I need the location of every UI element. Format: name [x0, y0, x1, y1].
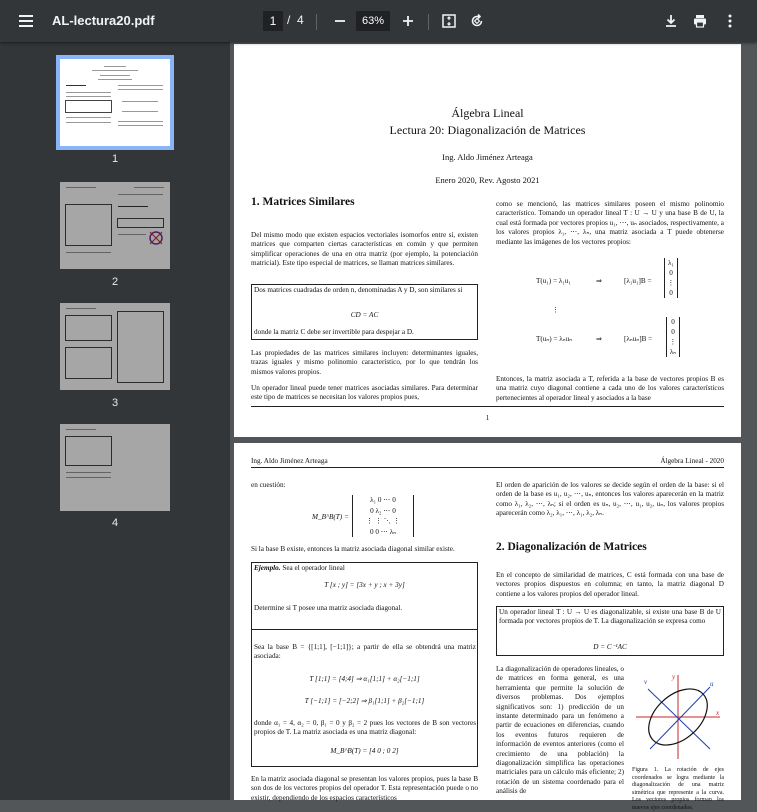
menu-button[interactable] — [10, 5, 42, 37]
thumbnail-label: 1 — [111, 153, 119, 165]
thumb-line — [118, 125, 163, 126]
definition-text: Un operador lineal T : U → U es diagonalizable, si existe una base B de U formada por vectores propios de T. La diagonalización se expresa como — [499, 608, 721, 626]
figure-label-y: y — [672, 673, 676, 681]
thumb-line — [66, 308, 96, 309]
page-number: 1 — [485, 414, 490, 422]
document-title: AL-lectura20.pdf — [52, 13, 155, 28]
matrix-row: 0 0 ⋯ λₙ — [369, 527, 397, 536]
download-button[interactable] — [655, 5, 687, 37]
thumb-box — [65, 204, 112, 246]
zoom-out-icon — [333, 14, 347, 28]
header-rule — [251, 467, 724, 468]
page-separator: / — [287, 13, 291, 27]
paragraph: En la matriz asociada diagonal se presentan los valores propios, pues la base B son dos de los vectores propios del operador T. Esta representación puede o no existir, dependiendo de los espacios característicos — [251, 775, 478, 802]
vector-entry: 0 — [669, 289, 673, 297]
figure-caption: Figura 1. La rotación de ejes coordenados se logra mediante la diagonalización de una matriz simétrica que represente a la curva. Los vectores propios forman los nuevos ejes coordenados. — [632, 767, 724, 811]
thumb-line — [66, 122, 111, 123]
example-task: Determine si T posee una matriz asociada diagonal. — [254, 604, 403, 612]
running-header-left: Ing. Aldo Jiménez Arteaga — [251, 457, 328, 465]
toolbar-divider — [316, 14, 317, 30]
figure-label-v: v — [644, 678, 648, 686]
thumb-line — [122, 101, 158, 102]
definition-text: donde la matriz C debe ser invertible para despejar a D. — [254, 328, 414, 336]
thumb-line — [118, 85, 163, 86]
thumb-line — [66, 117, 111, 118]
equation-arrow: ⇒ — [596, 277, 603, 285]
example-divider — [251, 629, 478, 630]
equation-right: [λₙuₙ]B = — [624, 335, 653, 343]
page-thumbnail-2[interactable] — [60, 182, 170, 269]
vector-entry: 0 — [671, 318, 675, 326]
footer-rule — [251, 406, 724, 407]
fit-page-icon — [441, 13, 457, 29]
pdf-toolbar — [0, 0, 757, 42]
example-heading — [254, 564, 476, 573]
thumb-figure-icon — [148, 230, 164, 246]
rotate-button[interactable] — [461, 5, 493, 37]
thumb-line — [66, 429, 96, 430]
page-thumbnail-1[interactable] — [60, 59, 170, 146]
thumbnail-label: 4 — [111, 517, 119, 529]
figure-label-x: x — [716, 709, 720, 717]
example-operator: T [x ; y] = [3x + y ; x + 3y] — [324, 581, 405, 589]
thumb-box — [65, 315, 112, 341]
paragraph: Las propiedades de las matrices similares incluyen: determinantes iguales, trazas iguales y mismo polinomio característico, por lo que tendrán los mismos valores propios. — [251, 349, 478, 376]
example-result: M_B^B(T) = [4 0 ; 0 2] — [330, 747, 399, 755]
equation-vdots: ⋮ — [552, 306, 560, 314]
vector-entry: 0 — [669, 269, 673, 277]
equation-arrow: ⇒ — [596, 335, 603, 343]
matrix-row: ⋮ ⋮ ⋱ ⋮ — [365, 517, 401, 525]
vector-entry: 0 — [671, 328, 675, 336]
matrix-row: λ₁ 0 ⋯ 0 — [370, 496, 396, 504]
running-header-right: Álgebra Lineal - 2020 — [660, 457, 724, 465]
paragraph: El orden de aparición de los valores se decide según el orden de la base: si el orden de la base es u₁, u₂, ⋯, uₙ, entonces los valores aparecerán en la matriz como λ₁, λ₂, ⋯, λₙ; si el orden es uₙ, u₂, ⋯, u₁, u₂, uₙ, los valores propios aparecerán como λ₂, λ₁, ⋯, λ₁, λ₂, λₙ. — [496, 481, 724, 518]
menu-icon — [17, 12, 35, 30]
thumb-line — [66, 96, 111, 97]
zoom-in-icon — [401, 14, 415, 28]
page-thumbnail-3[interactable] — [60, 303, 170, 390]
equation-left: T(uₙ) = λₙuₙ — [536, 335, 573, 343]
vector-entry: λₙ — [669, 348, 677, 356]
thumb-line — [66, 477, 111, 478]
example-title: Ejemplo. — [254, 564, 281, 572]
equation-right: [λ₁u₁]B = — [624, 277, 652, 285]
matrix-row: 0 λ₂ ⋯ 0 — [370, 506, 396, 515]
section-heading: 1. Matrices Similares — [251, 196, 355, 208]
document-title-line-2: Lectura 20: Diagonalización de Matrices — [389, 123, 586, 137]
thumb-line — [122, 111, 158, 112]
thumb-line — [66, 92, 111, 93]
thumb-line — [118, 194, 163, 195]
zoom-out-button[interactable] — [324, 5, 356, 37]
thumbnail-sidebar — [0, 42, 230, 800]
paragraph: Del mismo modo que existen espacios vectoriales isomorfos entre sí, existen matrices que comparten ciertas características en común y que permiten simplificar operaciones de una en otra matriz (por ejemplo, la potenciación matricial). Este tipo especial de matrices, se llaman matrices similares. — [251, 231, 478, 268]
toolbar-divider — [428, 14, 429, 30]
example-equation: T [−1;1] = [−2;2] ⇒ β₁[1;1] + β₂[−1;1] — [304, 697, 425, 705]
thumb-line — [66, 85, 86, 86]
document-title-line-1: Álgebra Lineal — [451, 106, 524, 120]
definition-equation: CD = AC — [350, 311, 379, 319]
vector-entry: λ₁ — [668, 259, 674, 267]
section-heading: 2. Diagonalización de Matrices — [496, 541, 647, 553]
paragraph: La diagonalización de operadores lineales, o de matrices en forma general, es una herramienta que permite la solución de diversos problemas. Dos ejemplos significativos son: 1) predicción de un instante determinado para un fenómeno a partir de ecuaciones en diferencias, cuando los eventos futuros requieren de información de eventos anteriores (como el crecimiento de una población) la diagonalización simplifica las operaciones matriciales para un cálculo más eficiente; 2) rotación de un sistema coordenado para el análisis de — [496, 665, 624, 796]
thumb-box — [65, 436, 112, 466]
paragraph: Entonces, la matriz asociada a T, referida a la base de vectores propios B es una matriz cuyo diagonal contiene a cada uno de los valores característicos pertenecientes al operador lineal y asociados a la base — [496, 375, 724, 402]
document-author: Ing. Aldo Jiménez Arteaga — [442, 152, 533, 162]
vector-entry: ⋮ — [669, 338, 677, 346]
thumb-line — [66, 472, 111, 473]
example-intro: Sea el operador lineal — [280, 564, 345, 572]
paragraph: Un operador lineal puede tener matrices asociadas similares. Para determinar este tipo de matrices se necesitan los valores propios pues, — [251, 384, 478, 402]
thumbnail-label: 2 — [111, 276, 119, 288]
column-vector — [666, 317, 680, 357]
thumb-line — [104, 66, 126, 67]
thumb-line — [92, 70, 138, 71]
thumb-line — [118, 121, 163, 122]
rotate-icon — [469, 13, 485, 29]
thumb-line — [134, 187, 164, 188]
thumb-line — [100, 75, 130, 76]
document-date: Enero 2020, Rev. Agosto 2021 — [435, 175, 540, 185]
column-vector — [664, 258, 678, 298]
example-text: Sea la base B = {[1;1], [−1;1]}; a partir de ella se obtendrá una matriz asociada: — [254, 643, 476, 661]
pdf-page-2 — [234, 443, 741, 811]
thumb-line — [118, 206, 148, 207]
vector-entry: ⋮ — [667, 279, 675, 287]
thumb-box — [65, 347, 112, 379]
paragraph: como se mencionó, las matrices similares poseen el mismo polinomio característico. Tomando un operador lineal T : U → U y una base B de U, la cual está formada por vectores propios u₁, ⋯, uₙ asociados, respectivamente, a los valores propios λ₁, ⋯, λₙ, una matriz asociada a T puede obtenerse mediante las imágenes de los vectores propios: — [496, 200, 724, 246]
thumb-line — [98, 79, 132, 80]
paragraph: en cuestión: — [251, 481, 286, 489]
page-thumbnail-4[interactable] — [60, 424, 170, 511]
print-button[interactable] — [684, 5, 716, 37]
example-equation: T [1;1] = [4;4] ⇒ α₁[1;1] + α₂[−1;1] — [309, 675, 420, 683]
current-page-input[interactable]: 1 — [263, 11, 283, 31]
thumb-box — [65, 100, 112, 113]
equation-left: T(u₁) = λ₁u₁ — [536, 277, 572, 285]
more-actions-button[interactable] — [714, 5, 746, 37]
total-pages: 4 — [297, 13, 304, 27]
equation-label: M_B^B(T) = — [312, 513, 349, 521]
thumbnail-label: 3 — [111, 397, 119, 409]
figure-label-u: u — [710, 680, 714, 688]
example-text: donde α₁ = 4, α₂ = 0, β₁ = 0 y β₂ = 2 pues los vectores de B son vectores propios de T. La matriz asociada es una matriz diagonal: — [254, 719, 476, 737]
thumb-line — [66, 252, 111, 253]
rotation-figure — [630, 669, 726, 765]
diagonal-matrix — [352, 495, 414, 537]
definition-equation: D = C⁻¹AC — [593, 643, 627, 651]
paragraph: Si la base B existe, entonces la matriz asociada diagonal similar existe. — [251, 545, 455, 553]
definition-text: Dos matrices cuadradas de orden n, denominadas A y D, son similares si — [254, 286, 463, 294]
paragraph: En el concepto de similaridad de matrices, C está formada con una base de vectores propios dispuestos en columna; en tanto, la matriz diagonal D contiene a los valores propios del operador lineal. — [496, 571, 724, 598]
thumb-line — [118, 234, 146, 235]
thumb-box — [117, 311, 164, 383]
zoom-in-button[interactable] — [392, 5, 424, 37]
thumb-box — [117, 218, 164, 228]
pdf-page-1 — [234, 44, 741, 437]
thumb-line — [66, 187, 96, 188]
thumb-line — [118, 89, 163, 90]
print-icon — [692, 13, 708, 29]
more-vert-icon — [722, 13, 738, 29]
zoom-level-input[interactable]: 63% — [356, 11, 390, 31]
download-icon — [663, 13, 679, 29]
